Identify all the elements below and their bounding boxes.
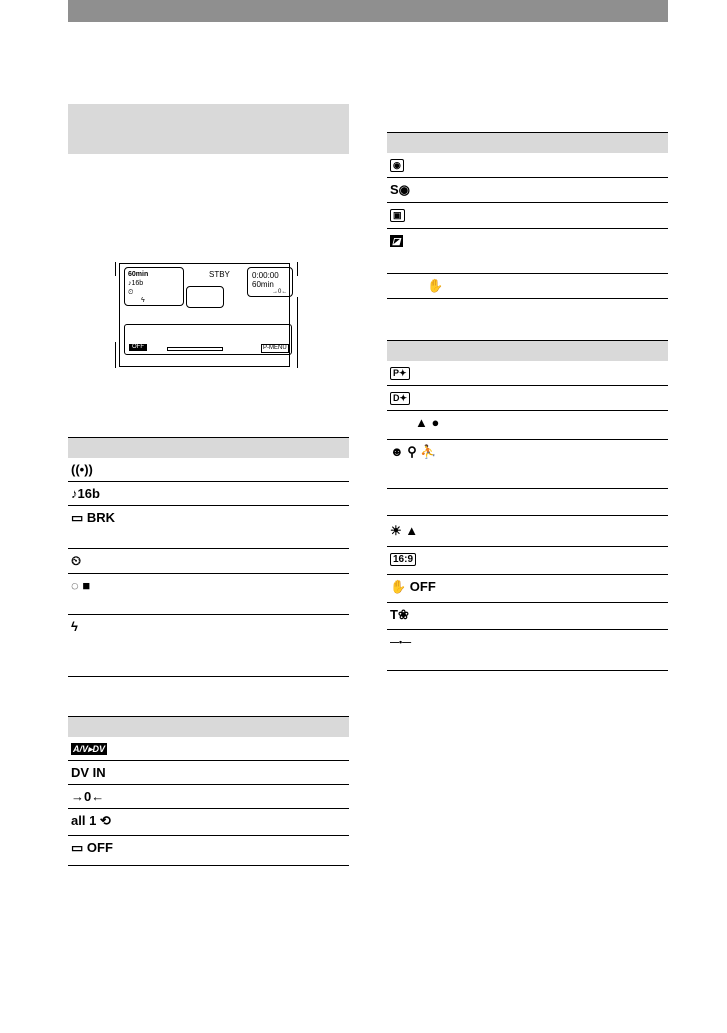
flash-icon: ϟ	[71, 619, 78, 634]
table-row	[387, 361, 668, 386]
table-row	[68, 458, 349, 482]
remaining-battery: 60min	[128, 271, 149, 278]
indicator-table-picture-settings	[387, 340, 668, 671]
table-row	[387, 489, 668, 516]
av-dv-output-icon: A/V▸DV	[73, 744, 106, 754]
indicator-table-recording	[68, 437, 349, 677]
table-row	[387, 440, 668, 489]
lcd-backlight-off-icon: ▭ OFF	[71, 840, 113, 855]
picture-effect-icon: P✦	[390, 366, 410, 380]
callout-line	[115, 262, 116, 276]
section-title-box	[68, 104, 349, 154]
indicator-table-playback	[68, 716, 349, 866]
lcd-left-indicator-group	[124, 267, 184, 306]
callout-line	[297, 262, 298, 276]
steady-shot-icon: ✋	[427, 278, 444, 293]
dual-rec-icon: ((•))	[71, 462, 93, 477]
focus-icon: ▲ ●	[415, 415, 440, 430]
table-header	[68, 437, 349, 458]
color-slow-shutter-icon: ▣	[390, 208, 405, 222]
table-row	[68, 761, 349, 785]
wide-select-icon: 16:9	[390, 552, 416, 566]
status-text: STBY	[209, 270, 230, 279]
lcd-screen-illustration	[111, 262, 297, 368]
table-row	[68, 549, 349, 574]
table-row	[387, 547, 668, 575]
table-row	[387, 603, 668, 630]
indicator-table-camera-settings	[387, 132, 668, 299]
callout-line	[115, 342, 116, 368]
audio-mode-icon: ♪16b	[71, 486, 100, 501]
section-header-bar	[68, 0, 668, 22]
table-row	[387, 153, 668, 178]
self-timer-icon: ⏲	[71, 553, 82, 568]
tape-remaining: 60min	[252, 280, 274, 289]
exposure-slider	[167, 347, 223, 351]
super-nightshot-icon: S◉	[390, 182, 411, 197]
audio-mode-indicator: ♪16b	[128, 280, 144, 287]
digital-effect-icon: D✦	[390, 391, 410, 405]
table-header	[68, 716, 349, 737]
table-row	[68, 737, 349, 761]
tele-macro-icon: T❀	[390, 607, 409, 622]
interval-rec-icon: ◌ ■	[71, 578, 91, 593]
table-row	[68, 506, 349, 549]
table-row	[387, 411, 668, 440]
table-row	[387, 274, 668, 299]
table-header	[387, 132, 668, 153]
lcd-right-indicator-group	[247, 267, 293, 297]
white-balance-icon: ☀ ▲	[390, 523, 419, 538]
scene-selection-icon: ☻ ⚲ ⛹	[390, 444, 437, 459]
repeat-play-icon: all 1 ⟲	[71, 813, 111, 828]
table-row	[387, 229, 668, 274]
table-row	[68, 615, 349, 677]
lcd-touch-panel-buttons	[124, 324, 292, 355]
callout-line	[297, 297, 298, 368]
lcd-center-indicator-group	[186, 286, 224, 308]
table-row	[68, 809, 349, 836]
table-row	[387, 178, 668, 203]
table-row	[387, 575, 668, 603]
table-row	[387, 516, 668, 547]
p-menu-button: P-MENU	[263, 345, 287, 351]
table-row	[387, 386, 668, 411]
tape-counter: 0:00:00	[252, 271, 279, 280]
dv-input-icon: DV IN	[71, 765, 106, 780]
table-row	[387, 203, 668, 229]
flash-icon: ϟ	[141, 297, 145, 304]
nightshot-icon: ◉	[390, 158, 404, 172]
steady-shot-off-button: OFF	[129, 344, 147, 351]
self-timer-icon: ⏲	[128, 289, 134, 296]
table-row	[68, 785, 349, 809]
table-row	[68, 836, 349, 866]
table-header	[387, 340, 668, 361]
steady-shot-off-icon: ✋ OFF	[390, 579, 436, 594]
table-row	[387, 630, 668, 671]
zero-set-memory-icon: →0←	[71, 789, 105, 804]
table-row	[68, 482, 349, 506]
burst-bracket-icon: ▭ BRK	[71, 510, 116, 525]
telemacro-icon: ◪	[392, 236, 401, 246]
table-row	[68, 574, 349, 615]
zero-set-indicator: →0←	[272, 289, 288, 295]
exposure-bar-icon: —•—	[390, 637, 412, 647]
